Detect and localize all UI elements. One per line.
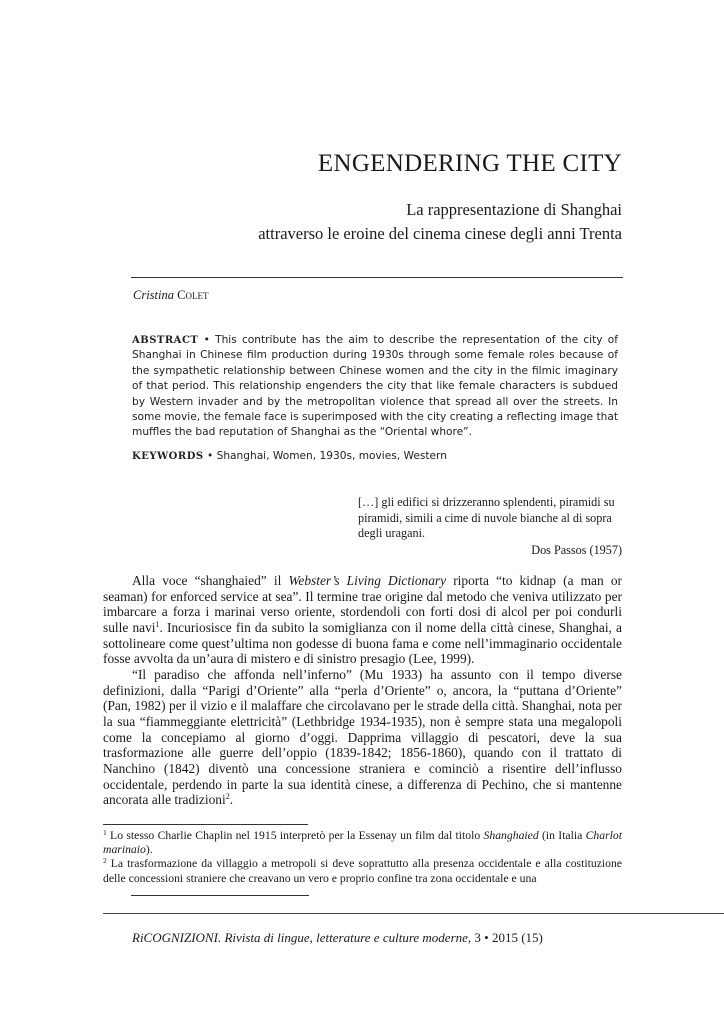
abstract-separator: • (203, 334, 210, 346)
footnote-ref-1[interactable]: 1 (155, 619, 160, 629)
epigraph-source: Dos Passos (1957) (531, 543, 622, 557)
footnote-ref-2[interactable]: 2 (225, 792, 230, 802)
abstract-text: This contribute has the aim to describe the representation of the city of Shanghai in Chinese film production during 1930s through some female roles because of the sympathetic relationship between Chinese women and the city in the filmic imaginary of that period. This relationship engenders the city that like female characters is subdued by Western invader and by the metropolitan violence that spread all over the streets. In some movie, the female face is superimposed with the city creating a reflecting image that muffles the bad reputation of Shanghai as the “Oriental whore”. (132, 334, 618, 439)
abstract (132, 333, 618, 441)
footnote-text: Lo stesso Charlie Chaplin nel 1915 interpretò per la Essenay un film dal titolo (106, 829, 484, 842)
issue-number: , 3 (467, 930, 485, 945)
subtitle-line-2: attraverso le eroine del cinema cinese degli anni Trenta (258, 224, 622, 243)
body-text: . (229, 792, 234, 808)
footer-divider (103, 913, 724, 914)
footnote-text: ). (145, 843, 153, 857)
body-paragraph-2 (103, 667, 622, 808)
film-title-italian: Charlot marinaio (103, 829, 622, 857)
keywords (132, 450, 618, 462)
footnotes (103, 829, 622, 886)
footnote-1 (103, 829, 622, 857)
footnote-2 (103, 857, 622, 885)
journal-footer (132, 930, 543, 946)
footnote-text: (in Italia (538, 829, 586, 842)
article-subtitle (258, 198, 622, 246)
issue-year: 2015 (15) (488, 930, 543, 945)
author-last-name: Colet (177, 288, 209, 302)
author (133, 288, 208, 303)
article-body (103, 573, 622, 808)
journal-name: RiCOGNIZIONI. Rivista di lingue, letterature e culture moderne (132, 930, 468, 945)
dictionary-title: Webster’s Living Dictionary (288, 573, 447, 588)
keywords-label: KEYWORDS (132, 451, 204, 462)
footnote-number-2: 2 (103, 856, 107, 866)
header-divider (131, 277, 623, 278)
footer-separator: • (484, 930, 489, 945)
body-text: “Il paradiso che affonda nell’inferno” (Mu 1933) ha assunto con il tempo diverse definizioni, dalla “Parigi d’Oriente” alla “perla d’Oriente” o, ancora, la “puttana d’Oriente” (Pan, 1982) per il vizio e il malaffare che circolavano per le strade della città. Shanghai, nota per la sua “fiammeggiante elettricità” (Lethbridge 1934-1935), non è sempre stata una megalopoli come la concepiamo al giorno d’oggi. Dapprima villaggio di pescatori, deve la sua trasformazione alle guerre dell’oppio (1839-1842; 1856-1860), quando con il trattato di Nanchino (1842) diventò una concessione straniera e cominciò a risentire dell’influsso occidentale, perdendo in parte la sua identità cinese, a differenza di Pechino, che si mantenne ancorata alle tradizioni (103, 666, 622, 808)
body-text: riporta “to kidnap (a man or seaman) for enforced service at sea”. Il termine trae origine dal metodo che veniva utilizzato per imbarcare a forza i marinai verso oriente, stordendoli con forti dosi di alcol per poi condurli sulle navi (103, 573, 622, 635)
epigraph-quote: […] gli edifici si drizzeranno splendenti, piramidi su piramidi, simili a cime di nuvole bianche al di sopra degli uragani. (358, 495, 615, 540)
article-title: ENGENDERING THE CITY (317, 150, 622, 177)
keywords-separator: • (206, 450, 214, 462)
body-text: Alla voce “shanghaied” il (132, 573, 289, 588)
footnote-number-1: 1 (103, 828, 107, 837)
subtitle-line-1: La rappresentazione di Shanghai (406, 200, 622, 219)
body-text: . Incuriosisce fin da subito la somiglianza con il nome della città cinese, Shanghai, a sottolineare come quest’ultima non godesse di buona fama e come nell’immaginario occidentale fosse avvolta da un’aura di mistero e di sinistro presagio (Lee, 1999). (103, 619, 622, 667)
keywords-text: Shanghai, Women, 1930s, movies, Western (216, 450, 447, 462)
footnote-continuation-divider (131, 895, 309, 896)
body-paragraph-1 (103, 573, 622, 667)
footnote-text: La trasformazione da villaggio a metropoli si deve soprattutto alla presenza occidentale e alla costituzione delle concessioni straniere che creavano un vero e proprio confine tra zona occidentale e una (103, 857, 622, 885)
footnote-divider (103, 824, 308, 825)
abstract-label: ABSTRACT (132, 335, 199, 346)
film-title: Shanghaied (483, 829, 539, 842)
author-first-name: Cristina (133, 288, 174, 302)
